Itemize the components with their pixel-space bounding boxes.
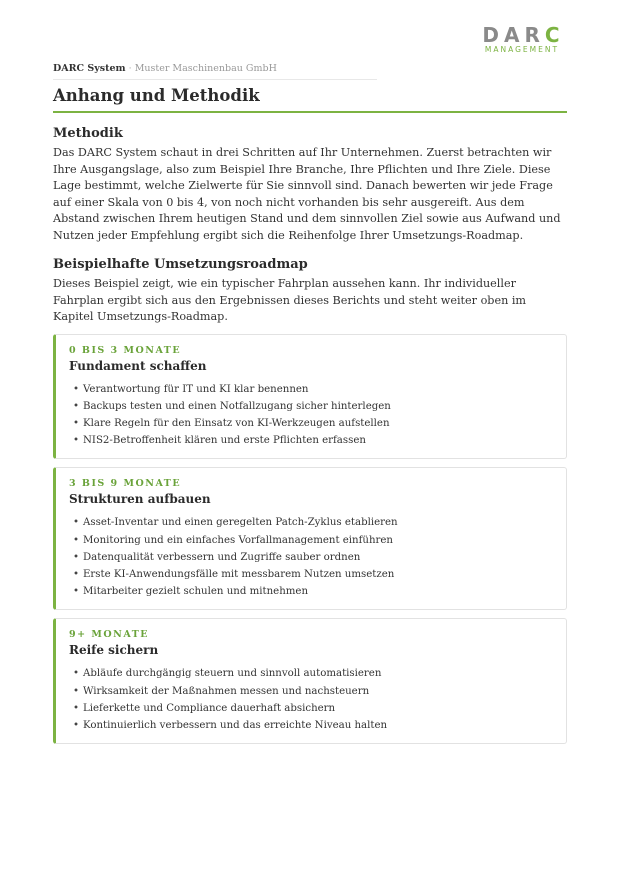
list-item-text: Asset-Inventar und einen geregelten Patch-Zyklus etablieren: [83, 517, 398, 529]
bullet-icon: •: [73, 586, 80, 598]
list-item: [73, 432, 556, 449]
bullet-icon: •: [73, 685, 80, 697]
breadcrumb-company: Muster Maschinenbau GmbH: [134, 63, 277, 74]
list-item-text: Verantwortung für IT und KI klar benennen: [83, 383, 309, 395]
list-item: [73, 665, 556, 682]
list-item-text: NIS2-Betroffenheit klären und erste Pflichten erfassen: [83, 435, 366, 447]
company-logo: [476, 23, 566, 54]
list-item-text: Monitoring und ein einfaches Vorfallmanagement einführen: [83, 534, 393, 546]
bullet-icon: •: [73, 668, 80, 680]
phase-items: [69, 381, 556, 450]
phase-title: Fundament schaffen: [69, 358, 207, 373]
list-item: [73, 583, 556, 600]
phase-card-0-3-months: [53, 334, 567, 460]
methodik-text: Das DARC System schaut in drei Schritten auf Ihr Unternehmen. Zuerst betrachten wir Ihre Ausgangslage, also zum Beispiel Ihre Branche, Ihre Pflichten und Ihre Ziele. Diese Lage bestimmt, welche Zielwerte für Sie sinnvoll sind. Danach bewerten wir jede Frage auf einer Skala von 0 bis 4, von noch nicht vorhanden bis sehr ausgereift. Aus dem Abstand zwischen Ihrem heutigen Stand und dem sinnvollen Ziel sowie aus Aufwand und Nutzen jeder Empfehlung ergibt sich die Reihenfolge Ihrer Umsetzungs-Roadmap.: [53, 146, 561, 242]
phase-title: Strukturen aufbauen: [69, 492, 211, 507]
phase-label: 3 BIS 9 MONATE: [69, 478, 182, 490]
list-item: [73, 700, 556, 717]
breadcrumb: [53, 62, 377, 80]
list-item: [73, 398, 556, 415]
logo-subtitle: MANAGEMENT: [484, 45, 560, 54]
page-title: Anhang und Methodik: [53, 85, 567, 113]
list-item-text: Backups testen und einen Notfallzugang sicher hinterlegen: [83, 400, 391, 412]
bullet-icon: •: [73, 719, 80, 731]
roadmap-heading: Beispielhafte Umsetzungsroadmap: [53, 257, 308, 272]
list-item: [73, 514, 556, 531]
list-item-text: Klare Regeln für den Einsatz von KI-Werkzeugen aufstellen: [83, 417, 390, 429]
page-content: [53, 62, 567, 744]
bullet-icon: •: [73, 568, 80, 580]
list-item-text: Mitarbeiter gezielt schulen und mitnehmen: [83, 586, 309, 598]
bullet-icon: •: [73, 702, 80, 714]
logo-wordmark: [476, 23, 571, 47]
bullet-icon: •: [73, 435, 80, 447]
phase-card-3-9-months: [53, 467, 567, 610]
list-item: [73, 683, 556, 700]
phase-label: 9+ MONATE: [69, 629, 150, 641]
list-item: [73, 566, 556, 583]
list-item: [73, 381, 556, 398]
phase-label: 0 BIS 3 MONATE: [69, 344, 182, 356]
list-item-text: Abläufe durchgängig steuern und sinnvoll automatisieren: [83, 668, 382, 680]
phase-title: Reife sichern: [69, 643, 159, 658]
breadcrumb-system: DARC System: [53, 63, 126, 74]
bullet-icon: •: [73, 400, 80, 412]
breadcrumb-separator: ·: [128, 63, 132, 74]
list-item-text: Erste KI-Anwendungsfälle mit messbarem Nutzen umsetzen: [83, 568, 395, 580]
bullet-icon: •: [73, 517, 80, 529]
list-item: [73, 549, 556, 566]
list-item-text: Datenqualität verbessern und Zugriffe sauber ordnen: [83, 551, 361, 563]
methodik-heading: Methodik: [53, 126, 123, 141]
list-item: [73, 415, 556, 432]
bullet-icon: •: [73, 383, 80, 395]
bullet-icon: •: [73, 534, 80, 546]
list-item-text: Lieferkette und Compliance dauerhaft absichern: [83, 702, 336, 714]
list-item-text: Wirksamkeit der Maßnahmen messen und nachsteuern: [83, 685, 370, 697]
list-item-text: Kontinuierlich verbessern und das erreichte Niveau halten: [83, 719, 388, 731]
phase-card-9-plus-months: [53, 618, 567, 744]
list-item: [73, 717, 556, 734]
phase-items: [69, 514, 556, 600]
bullet-icon: •: [73, 551, 80, 563]
logo-word-accent: C: [544, 23, 565, 47]
roadmap-intro: Dieses Beispiel zeigt, wie ein typischer Fahrplan aussehen kann. Ihr individueller Fahrplan ergibt sich aus den Ergebnissen dieses Berichts und steht weiter oben im Kapitel Umsetzungs-Roadmap.: [53, 277, 527, 323]
bullet-icon: •: [73, 417, 80, 429]
phase-items: [69, 665, 556, 734]
logo-word-main: DAR: [482, 23, 545, 47]
list-item: [73, 532, 556, 549]
